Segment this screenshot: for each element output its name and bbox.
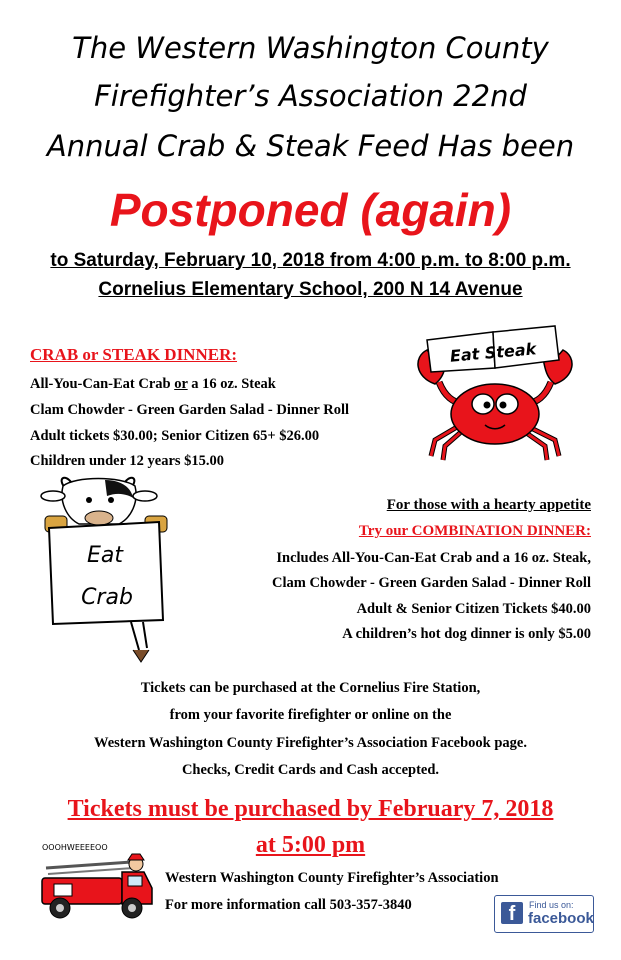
heading-line-3: Annual Crab & Steak Feed Has been: [46, 129, 575, 163]
deadline-line-1: Tickets must be purchased by February 7, 2018: [67, 796, 554, 822]
tickets-line-1: Tickets can be purchased at the Cornelius Fire Station,: [140, 680, 481, 696]
crab-book-text: Eat Steak: [449, 339, 537, 366]
combo-line-1: Includes All-You-Can-Eat Crab and a 16 oz. Steak,: [276, 550, 591, 566]
dinner-line-3: Adult tickets $30.00; Senior Citizen 65+ $26.00: [30, 428, 320, 444]
tickets-line-4: Checks, Credit Cards and Cash accepted.: [181, 762, 440, 778]
dinner-title: CRAB or STEAK DINNER:: [30, 345, 238, 364]
truck-sound-text: OOOHWEEEEOO: [42, 843, 108, 852]
postponed-title: Postponed (again): [109, 184, 512, 236]
dinner-line-2: Clam Chowder - Green Garden Salad - Dinner Roll: [30, 402, 350, 418]
dinner-line-1-b: a 16 oz. Steak: [187, 376, 276, 392]
facebook-badge[interactable]: [494, 895, 594, 933]
dinner-line-1: [30, 376, 276, 393]
dinner-line-1-or: or: [174, 376, 188, 392]
combo-line-3: Adult & Senior Citizen Tickets $40.00: [356, 601, 591, 617]
tickets-line-3: Western Washington County Firefighter’s Association Facebook page.: [94, 735, 527, 751]
tickets-line-2: from your favorite firefighter or online on the: [169, 707, 452, 723]
dinner-line-4: Children under 12 years $15.00: [30, 453, 225, 469]
combo-appetite: For those with a hearty appetite: [386, 497, 591, 513]
crab-eat-steak-illustration: [405, 322, 585, 462]
cow-sign-text-2: Crab: [81, 585, 133, 610]
footer-info: For more information call 503-357-3840: [165, 897, 412, 913]
footer-org: Western Washington County Firefighter’s Association: [165, 870, 499, 886]
heading-line-1: The Western Washington County: [72, 31, 549, 65]
combo-line-2: Clam Chowder - Green Garden Salad - Dinner Roll: [271, 575, 591, 591]
facebook-name: facebook: [528, 910, 594, 927]
combo-line-4: A children’s hot dog dinner is only $5.00: [342, 626, 591, 642]
cow-eat-crab-illustration: [35, 472, 175, 667]
fire-truck-illustration: [36, 838, 160, 926]
combo-title: Try our COMBINATION DINNER:: [358, 523, 591, 539]
deadline-line-2: at 5:00 pm: [255, 832, 366, 858]
cow-sign-text-1: Eat: [86, 543, 124, 568]
heading-line-2: Firefighter’s Association 22nd: [94, 79, 527, 113]
dinner-line-1-a: All-You-Can-Eat Crab: [30, 376, 175, 392]
facebook-find-us: Find us on:: [529, 900, 574, 910]
facebook-f-icon: f: [501, 902, 523, 924]
location-line: Cornelius Elementary School, 200 N 14 Avenue: [98, 279, 523, 300]
date-line: to Saturday, February 10, 2018 from 4:00 p.m. to 8:00 p.m.: [50, 250, 571, 271]
